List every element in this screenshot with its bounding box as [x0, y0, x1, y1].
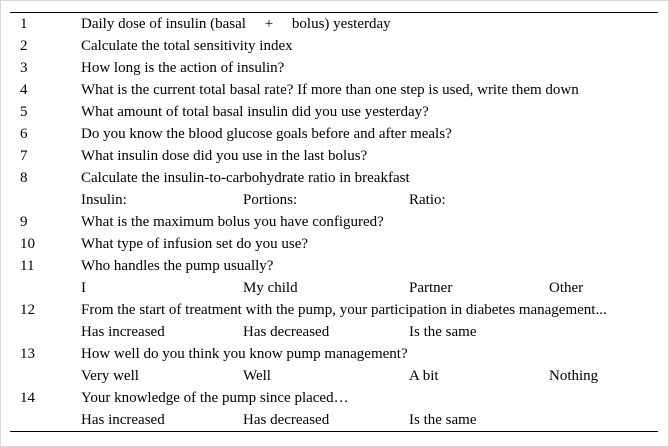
answer-option: Portions:	[243, 192, 298, 208]
question-row	[10, 101, 658, 123]
questionnaire-table	[10, 12, 658, 432]
question-row	[10, 167, 658, 189]
question-text: From the start of treatment with the pump, your participation in diabetes management...	[81, 302, 607, 318]
question-number: 6	[20, 126, 28, 142]
question-row	[10, 57, 658, 79]
options-row	[10, 321, 658, 343]
question-row	[10, 211, 658, 233]
question-number: 1	[20, 16, 28, 32]
answer-option: Has decreased	[243, 324, 330, 340]
answer-option: A bit	[409, 368, 439, 384]
question-row	[10, 387, 658, 409]
answer-option: Is the same	[409, 324, 477, 340]
question-row	[10, 79, 658, 101]
question-number: 4	[20, 82, 28, 98]
question-row	[10, 299, 658, 321]
answer-option: Partner	[409, 280, 453, 296]
answer-option: Well	[243, 368, 271, 384]
question-row	[10, 343, 658, 365]
answer-option: Very well	[81, 368, 139, 384]
question-number: 12	[20, 302, 35, 318]
answer-option: I	[81, 280, 86, 296]
question-row	[10, 145, 658, 167]
question-row	[10, 233, 658, 255]
question-text: What type of infusion set do you use?	[81, 236, 309, 252]
options-row	[10, 409, 658, 431]
question-number: 11	[20, 258, 35, 274]
question-row	[10, 123, 658, 145]
answer-option: Is the same	[409, 412, 477, 428]
question-text: How well do you think you know pump management?	[81, 346, 408, 362]
question-text: Who handles the pump usually?	[81, 258, 274, 274]
question-number: 5	[20, 104, 28, 120]
question-text: Calculate the total sensitivity index	[81, 38, 293, 54]
question-text: What is the current total basal rate? If more than one step is used, write them down	[81, 82, 579, 98]
question-number: 8	[20, 170, 28, 186]
question-number: 13	[20, 346, 35, 362]
question-text: Your knowledge of the pump since placed…	[81, 390, 349, 406]
question-text: What insulin dose did you use in the last bolus?	[81, 148, 368, 164]
question-number: 2	[20, 38, 28, 54]
question-number: 14	[20, 390, 35, 406]
answer-option: Has increased	[81, 412, 165, 428]
question-number: 10	[20, 236, 35, 252]
answer-option: Insulin:	[81, 192, 127, 208]
answer-option: Nothing	[549, 368, 599, 384]
answer-option: My child	[243, 280, 298, 296]
options-row	[10, 365, 658, 387]
options-row	[10, 277, 658, 299]
answer-option: Has increased	[81, 324, 165, 340]
question-text: What amount of total basal insulin did you use yesterday?	[81, 104, 429, 120]
question-text: Daily dose of insulin (basal + bolus) yesterday	[81, 16, 391, 32]
question-number: 7	[20, 148, 28, 164]
question-text: Do you know the blood glucose goals before and after meals?	[81, 126, 452, 142]
question-row	[10, 255, 658, 277]
question-text: What is the maximum bolus you have configured?	[81, 214, 384, 230]
question-row	[10, 35, 658, 57]
question-number: 9	[20, 214, 28, 230]
question-text: Calculate the insulin-to-carbohydrate ratio in breakfast	[81, 170, 410, 186]
question-text: How long is the action of insulin?	[81, 60, 285, 76]
answer-option: Other	[549, 280, 584, 296]
question-number: 3	[20, 60, 28, 76]
question-row	[10, 13, 658, 35]
answer-option: Has decreased	[243, 412, 330, 428]
answer-option: Ratio:	[409, 192, 446, 208]
options-row	[10, 189, 658, 211]
